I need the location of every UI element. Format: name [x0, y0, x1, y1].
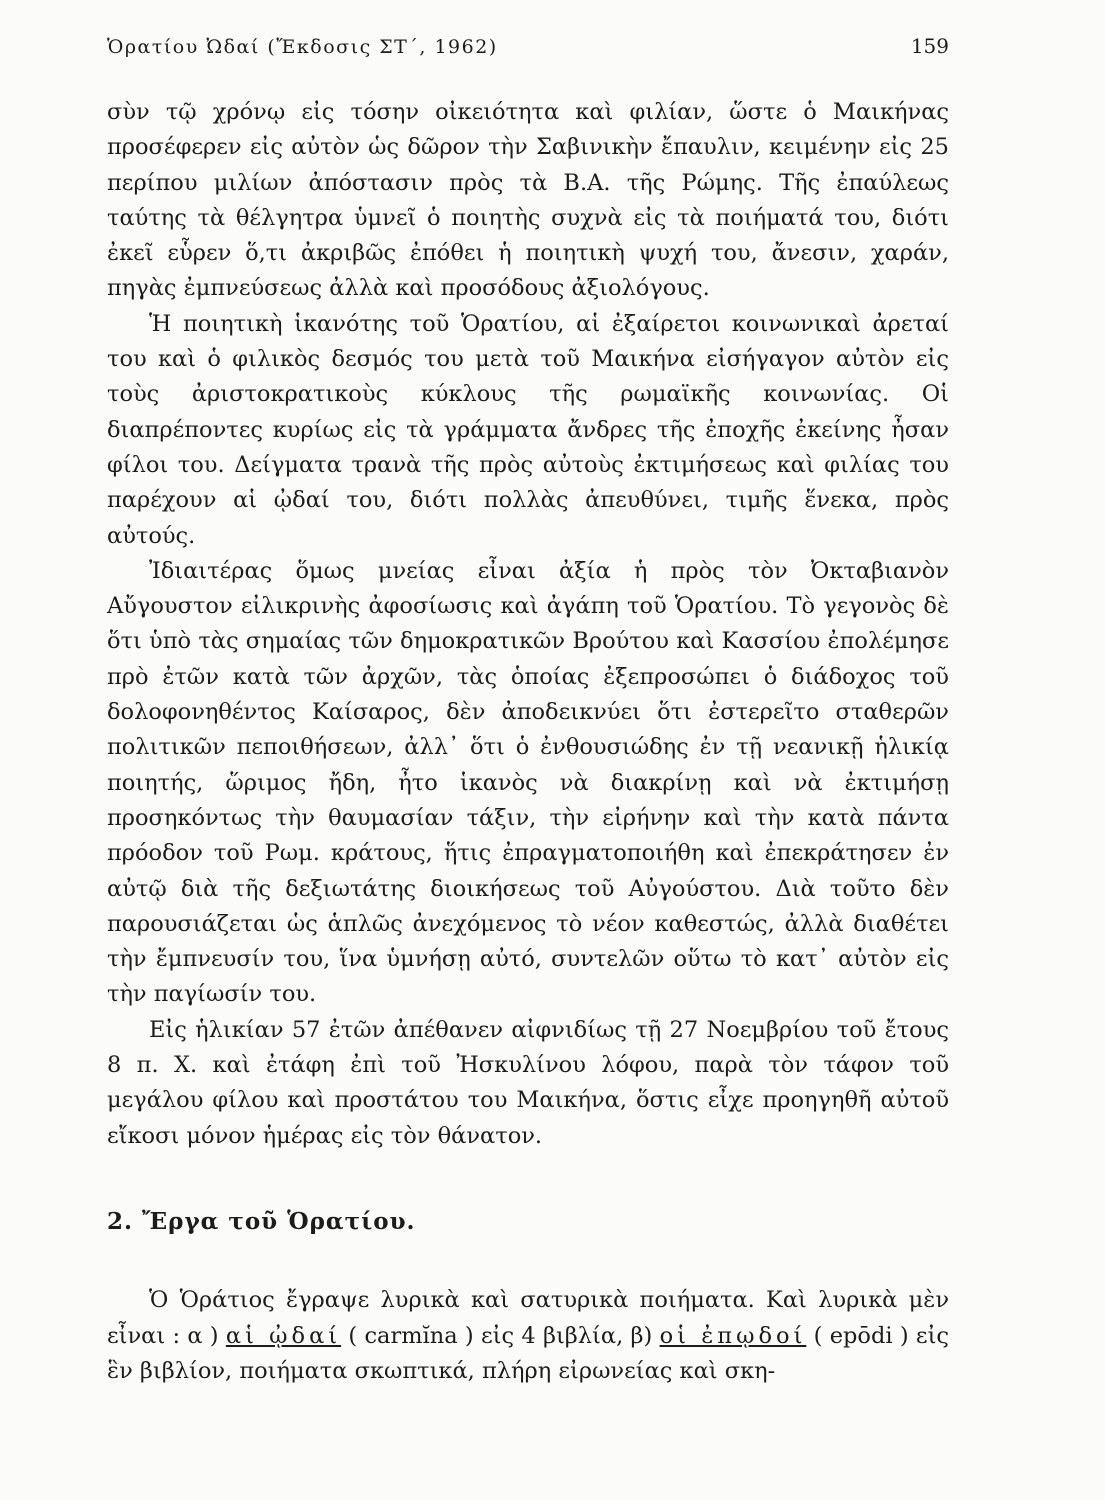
works-intro: Ὁ Ὁράτιος ἔγραψε λυρικὰ καὶ σατυρικὰ ποιήματα. Καὶ λυρικὰ μὲν εἶναι : α ): [107, 1287, 949, 1349]
paragraph: Ἰδιαιτέρας ὅμως μνείας εἶναι ἀξία ἡ πρὸς τὸν Ὀκταβιανὸν Αὔγουστον εἰλικρινὴς ἀφοσίωσις καὶ ἀγάπη τοῦ Ὁρατίου. Τὸ γεγονὸς δὲ ὅτι ὑπὸ τὰς σημαίας τῶν δημοκρατικῶν Βρούτου καὶ Κασσίου ἐπολέμησε πρὸ ἐτῶν κατὰ τῶν ἀρχῶν, τὰς ὁποίας ἐξεπροσώπει ὁ διάδοχος τοῦ δολοφονηθέντος Καίσαρος, δὲν ἀποδεικνύει ὅτι ἐστερεῖτο σταθερῶν πολιτικῶν πεποιθήσεων, ἀλλ᾽ ὅτι ὁ ἐνθουσιώδης ἐν τῇ νεανικῇ ἡλικίᾳ ποιητής, ὥριμος ἤδη, ἦτο ἱκανὸς νὰ διακρίνῃ καὶ νὰ ἐκτιμήσῃ προσηκόντως τὴν θαυμασίαν τάξιν, τὴν εἰρήνην καὶ τὴν κατὰ πάντα πρόοδον τοῦ Ρωμ. κράτους, ἥτις ἐπραγματοποιήθη καὶ ἐπεκράτησεν ἐν αὐτῷ διὰ τῆς δεξιωτάτης διοικήσεως τοῦ Αὐγούστου. Διὰ τοῦτο δὲν παρουσιάζεται ὡς ἁπλῶς ἀνεχόμενος τὸ νέον καθεστώς, ἀλλὰ διαθέτει τὴν ἔμπνευσίν του, ἵνα ὑμνήσῃ αὐτό, συντελῶν οὕτω τὸ κατ᾽ αὐτὸν εἰς τὴν παγίωσίν του.: [107, 557, 949, 1008]
running-head-title: Ὁρατίου Ὠδαί (Ἔκδοσις ΣΤ΄, 1962): [107, 36, 498, 58]
works-rest: ( epōdi ) εἰς ἓν βιβλίον, ποιήματα σκωπτικά, πλήρη εἰρωνείας καὶ σκη-: [107, 1322, 949, 1384]
term-epodes: οἱ ἐπῳδοί: [659, 1322, 807, 1349]
paragraph-works: [107, 1283, 949, 1389]
latin-carmina: ( carmĭna ) εἰς 4 βιβλία, β): [341, 1322, 660, 1349]
paragraph-continued: σὺν τῷ χρόνῳ εἰς τόσην οἰκειότητα καὶ φιλίαν, ὥστε ὁ Μαικήνας προσέφερεν εἰς αὐτὸν ὡς δῶρον τὴν Σαβινικὴν ἔπαυλιν, κειμένην εἰς 25 περίπου μιλίων ἀπόστασιν πρὸς τὰ Β.Α. τῆς Ρώμης. Τῆς ἐπαύλεως ταύτης τὰ θέλγητρα ὑμνεῖ ὁ ποιητὴς συχνὰ εἰς τὰ ποιήματά του, διότι ἐκεῖ εὗρεν ὅ,τι ἀκριβῶς ἐπόθει ἡ ποιητικὴ ψυχή του, ἄνεσιν, χαράν, πηγὰς ἐμπνεύσεως ἀλλὰ καὶ προσόδους ἀξιολόγους.: [107, 99, 949, 302]
body-text: [107, 95, 949, 1389]
page-number: 159: [910, 34, 949, 58]
section-heading: 2. Ἔργα τοῦ Ὁρατίου.: [107, 1207, 416, 1235]
paragraph: Ἡ ποιητικὴ ἱκανότης τοῦ Ὁρατίου, αἱ ἐξαίρετοι κοινωνικαὶ ἀρεταί του καὶ ὁ φιλικὸς δεσμός του μετὰ τοῦ Μαικήνα εἰσήγαγον αὐτὸν εἰς τοὺς ἀριστοκρατικοὺς κύκλους τῆς ρωμαϊκῆς κοινωνίας. Οἱ διαπρέποντες κυρίως εἰς τὰ γράμματα ἄνδρες τῆς ἐποχῆς ἐκείνης ἦσαν φίλοι του. Δείγματα τρανὰ τῆς πρὸς αὐτοὺς ἐκτιμήσεως καὶ φιλίας του παρέχουν αἱ ᾠδαί του, διότι πολλὰς ἀπευθύνει, τιμῆς ἕνεκα, πρὸς αὐτούς.: [107, 310, 949, 549]
term-odes: αἱ ᾠδαί: [225, 1322, 342, 1349]
running-head: [107, 34, 949, 58]
paragraph: Εἰς ἡλικίαν 57 ἐτῶν ἀπέθανεν αἰφνιδίως τῇ 27 Νοεμβρίου τοῦ ἔτους 8 π. Χ. καὶ ἐτάφη ἐπὶ τοῦ Ἠσκυλίνου λόφου, παρὰ τὸν τάφον τοῦ μεγάλου φίλου καὶ προστάτου του Μαικήνα, ὅστις εἶχε προηγηθῆ αὐτοῦ εἴκοσι μόνον ἡμέρας εἰς τὸν θάνατον.: [107, 1016, 949, 1149]
